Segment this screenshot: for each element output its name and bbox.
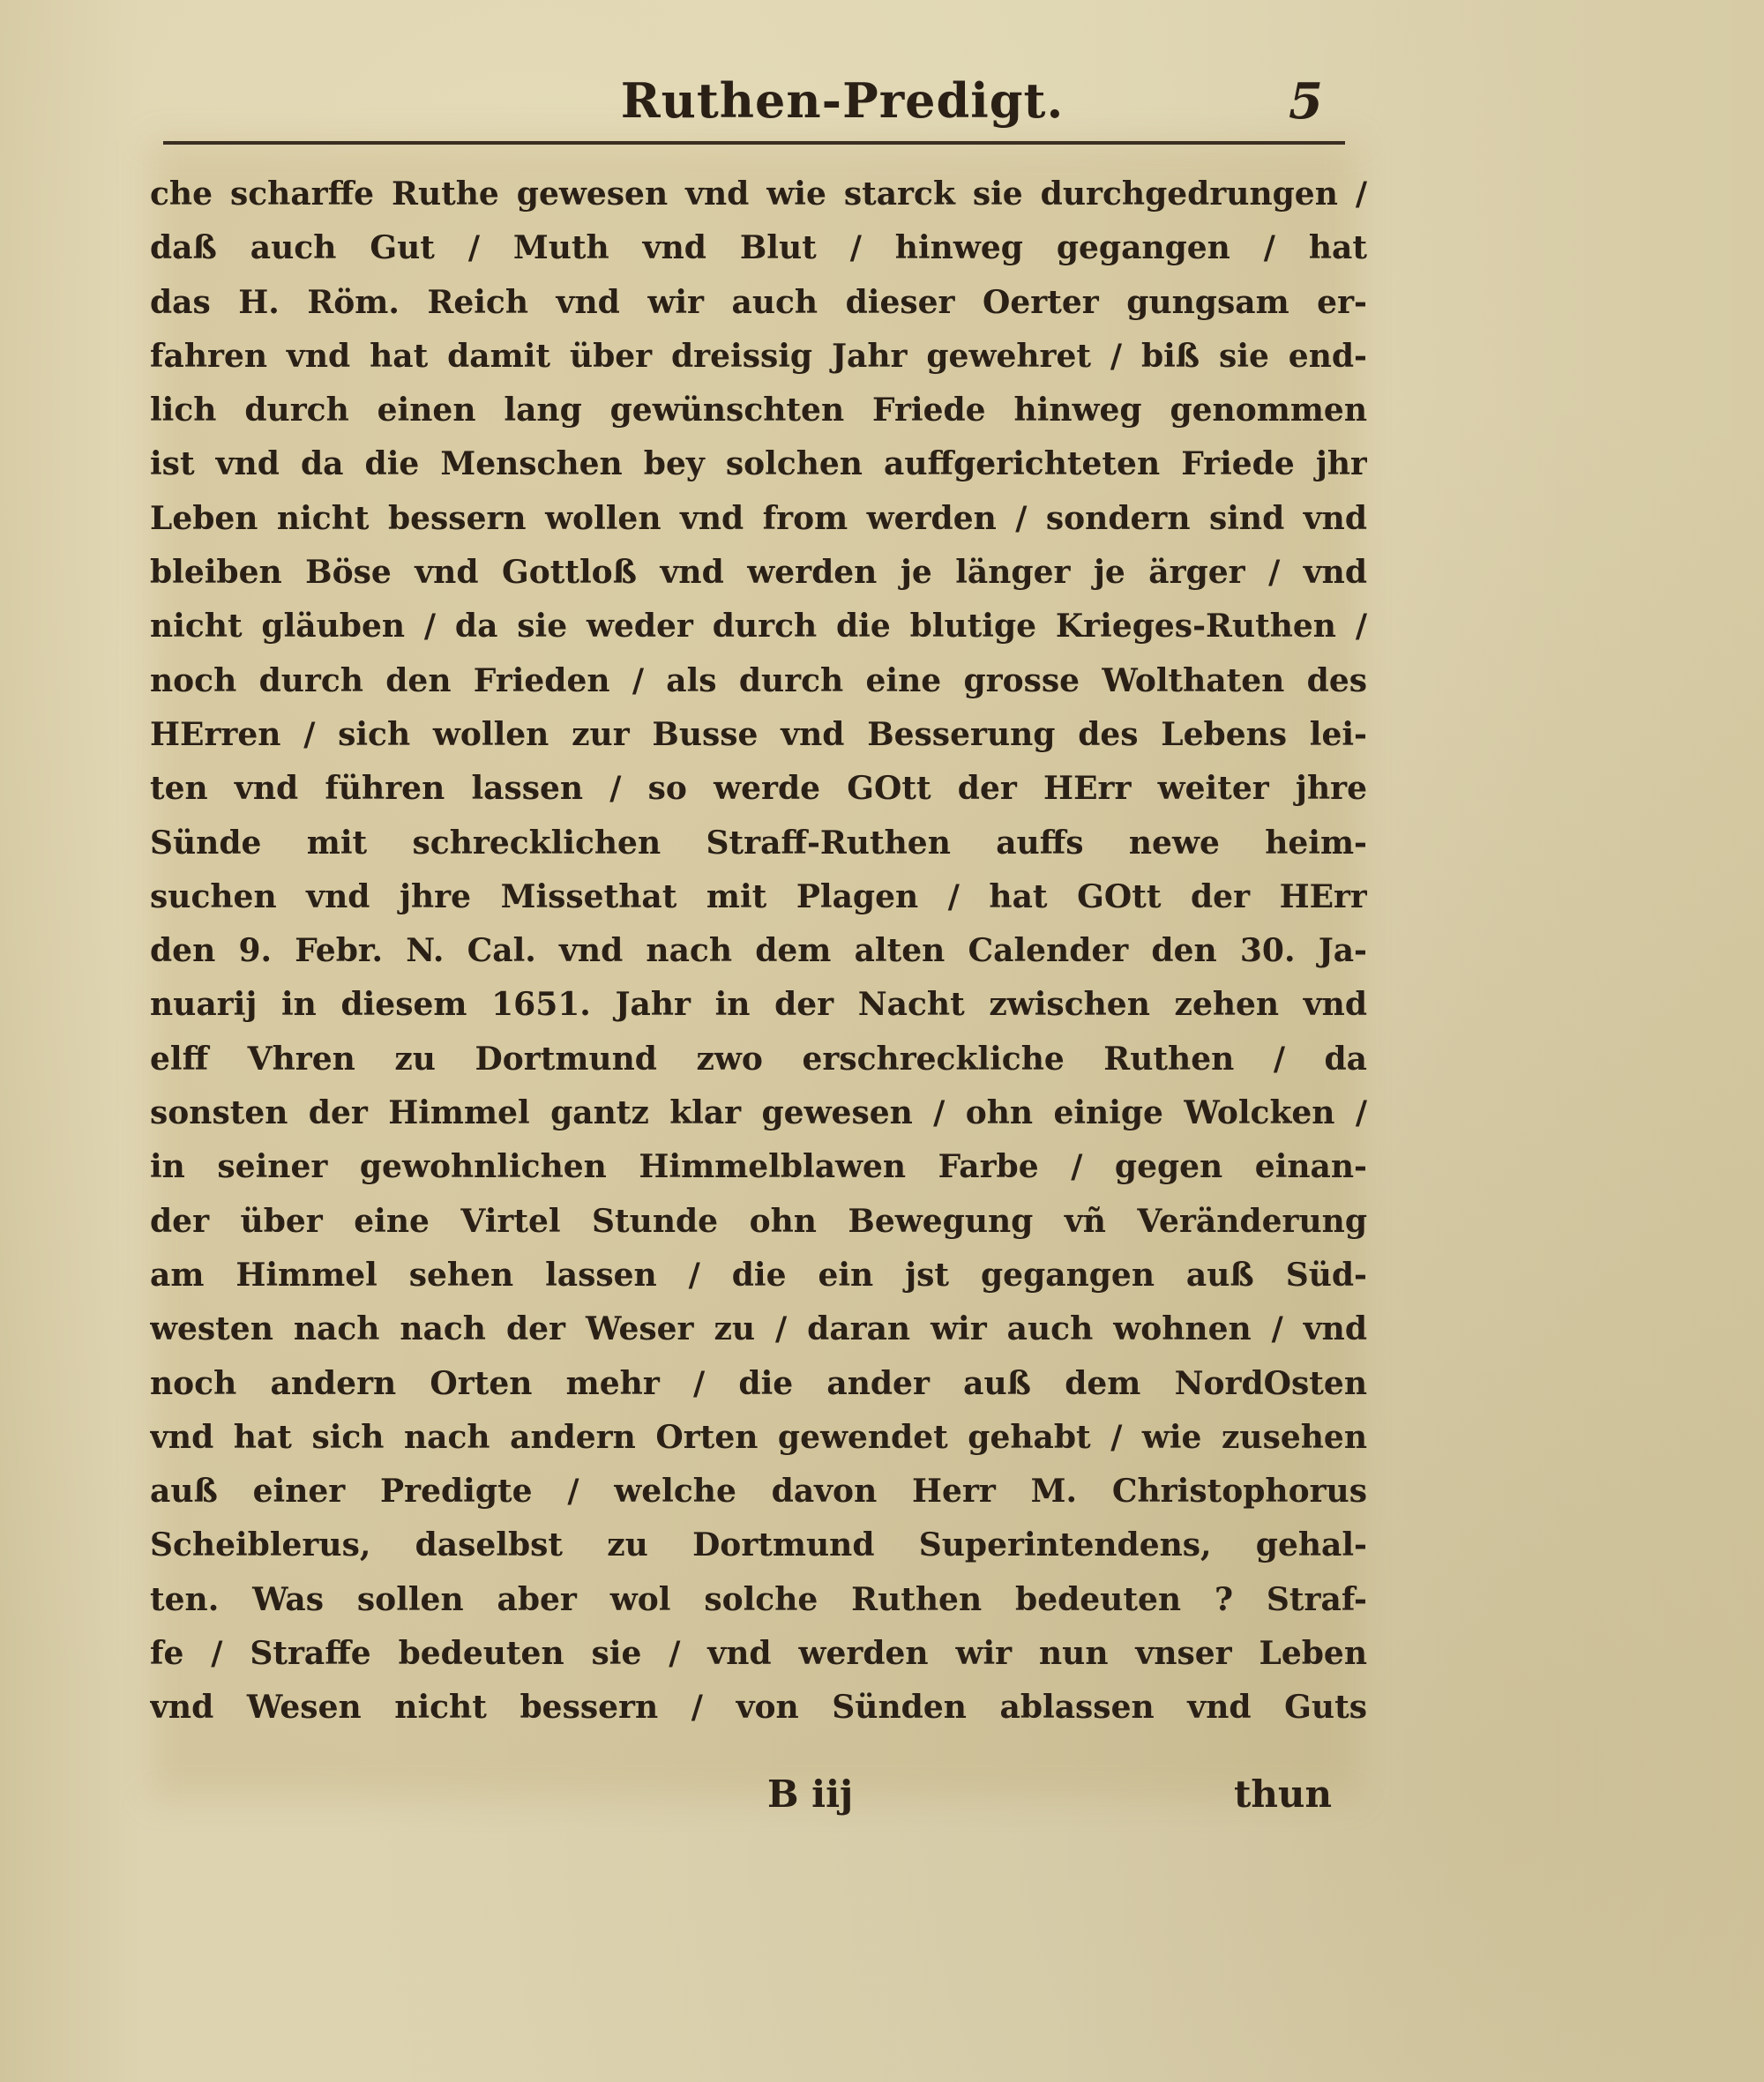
text-line: Sünde mit schrecklichen Straff-Ruthen auffs newe heim- [150,824,1367,862]
running-title: Ruthen-Predigt. [620,72,1065,129]
signature-mark: B iij [767,1772,854,1816]
text-line: sonsten der Himmel gantz klar gewesen / ohn einige Wolcken / [150,1094,1367,1132]
text-line: nicht gläuben / da sie weder durch die blutige Krieges-Ruthen / [150,608,1367,645]
catchword: thun [1233,1772,1332,1816]
page-number: 5 [1289,72,1323,131]
header-rule [163,141,1345,145]
text-line: che scharffe Ruthe gewesen vnd wie starck sie durchgedrungen / [150,175,1367,213]
text-line: daß auch Gut / Muth vnd Blut / hinweg gegangen / hat [150,229,1367,267]
text-line: ist vnd da die Menschen bey solchen auffgerichteten Friede jhr [150,445,1367,483]
text-line: westen nach nach der Weser zu / daran wir auch wohnen / vnd [150,1310,1367,1348]
page-footer [150,1772,1367,1834]
text-line: vnd hat sich nach andern Orten gewendet gehabt / wie zusehen [150,1418,1367,1456]
text-line: vnd Wesen nicht bessern / von Sünden ablassen vnd Guts [150,1689,1367,1727]
text-line: ten vnd führen lassen / so werde GOtt der HErr weiter jhre [150,770,1367,808]
text-line: Scheiblerus, daselbst zu Dortmund Superintendens, gehal- [150,1526,1367,1564]
text-line: bleiben Böse vnd Gottloß vnd werden je länger je ärger / vnd [150,554,1367,592]
text-line: in seiner gewohnlichen Himmelblawen Farbe / gegen einan- [150,1148,1367,1186]
text-line: den 9. Febr. N. Cal. vnd nach dem alten Calender den 30. Ja- [150,932,1367,970]
text-line: lich durch einen lang gewünschten Friede hinweg genommen [150,392,1367,429]
text-line: noch andern Orten mehr / die ander auß dem NordOsten [150,1364,1367,1402]
text-line: nuarij in diesem 1651. Jahr in der Nacht zwischen zehen vnd [150,986,1367,1024]
page-header [163,72,1345,143]
text-line: fe / Straffe bedeuten sie / vnd werden wir nun vnser Leben [150,1635,1367,1673]
text-line: auß einer Predigte / welche davon Herr M. Christophorus [150,1473,1367,1511]
text-line: suchen vnd jhre Missethat mit Plagen / hat GOtt der HErr [150,877,1367,915]
text-line: das H. Röm. Reich vnd wir auch dieser Oerter gungsam er- [150,283,1367,321]
text-line: noch durch den Frieden / als durch eine grosse Wolthaten des [150,661,1367,699]
text-line: der über eine Virtel Stunde ohn Bewegung vñ Veränderung [150,1202,1367,1240]
text-line: HErren / sich wollen zur Busse vnd Besserung des Lebens lei- [150,715,1367,753]
text-line: fahren vnd hat damit über dreissig Jahr gewehret / biß sie end- [150,337,1367,375]
text-line: am Himmel sehen lassen / die ein jst gegangen auß Süd- [150,1256,1367,1294]
text-line: elff Vhren zu Dortmund zwo erschreckliche Ruthen / da [150,1040,1367,1078]
text-line: Leben nicht bessern wollen vnd from werden / sondern sind vnd [150,499,1367,537]
text-line: ten. Was sollen aber wol solche Ruthen bedeuten ? Straf- [150,1580,1367,1618]
body-text [150,168,1367,1735]
